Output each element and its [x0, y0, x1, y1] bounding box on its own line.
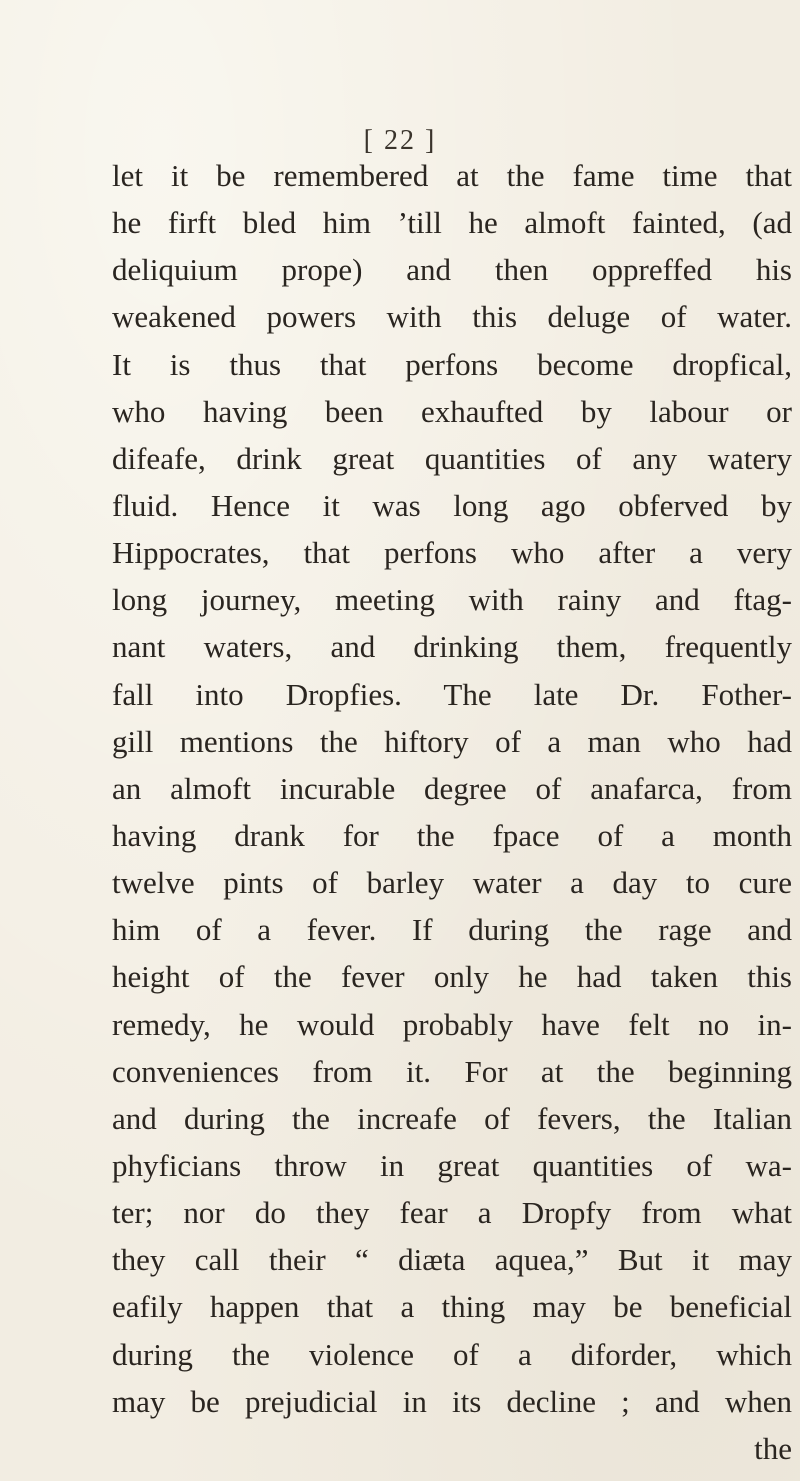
text-line: remedy, he would probably have felt no in-	[112, 1006, 792, 1042]
page-number-header: [ 22 ]	[363, 125, 437, 156]
text-line: and during the increafe of fevers, the Italian	[112, 1100, 792, 1136]
text-line: may be prejudicial in its decline ; and when	[112, 1383, 792, 1419]
text-line: who having been exhaufted by labour or	[112, 393, 792, 429]
text-line: conveniences from it. For at the beginning	[112, 1053, 792, 1089]
text-line: ter; nor do they fear a Dropfy from what	[112, 1195, 792, 1231]
text-line: he firft bled him ’till he almoft fainted, (ad	[112, 205, 792, 241]
text-line: phyficians throw in great quantities of wa-	[112, 1147, 792, 1183]
text-line: weakened powers with this deluge of water.	[112, 299, 792, 335]
text-line: fluid. Hence it was long ago obferved by	[112, 487, 792, 523]
text-line: they call their “ diæta aquea,” But it may	[112, 1242, 792, 1278]
text-line: nant waters, and drinking them, frequently	[112, 629, 792, 665]
text-line: gill mentions the hiftory of a man who had	[112, 723, 792, 759]
text-line: difeafe, drink great quantities of any watery	[112, 440, 792, 476]
text-line: during the violence of a diforder, which	[112, 1336, 792, 1372]
catchword: the	[754, 1430, 792, 1466]
text-line: an almoft incurable degree of anafarca, from	[112, 770, 792, 806]
text-line: him of a fever. If during the rage and	[112, 912, 792, 948]
body-text	[112, 152, 792, 1472]
text-line: fall into Dropfies. The late Dr. Fother-	[112, 676, 792, 712]
text-line: Hippocrates, that perfons who after a very	[112, 535, 792, 571]
text-line: It is thus that perfons become dropfical,	[112, 346, 792, 382]
text-line: twelve pints of barley water a day to cure	[112, 865, 792, 901]
text-line: deliquium prope) and then oppreffed his	[112, 252, 792, 288]
text-line: eafily happen that a thing may be beneficial	[112, 1289, 792, 1325]
text-line: long journey, meeting with rainy and ftag-	[112, 582, 792, 618]
text-line: height of the fever only he had taken this	[112, 959, 792, 995]
text-line: let it be remembered at the fame time that	[112, 158, 792, 193]
text-line: having drank for the fpace of a month	[112, 817, 792, 853]
